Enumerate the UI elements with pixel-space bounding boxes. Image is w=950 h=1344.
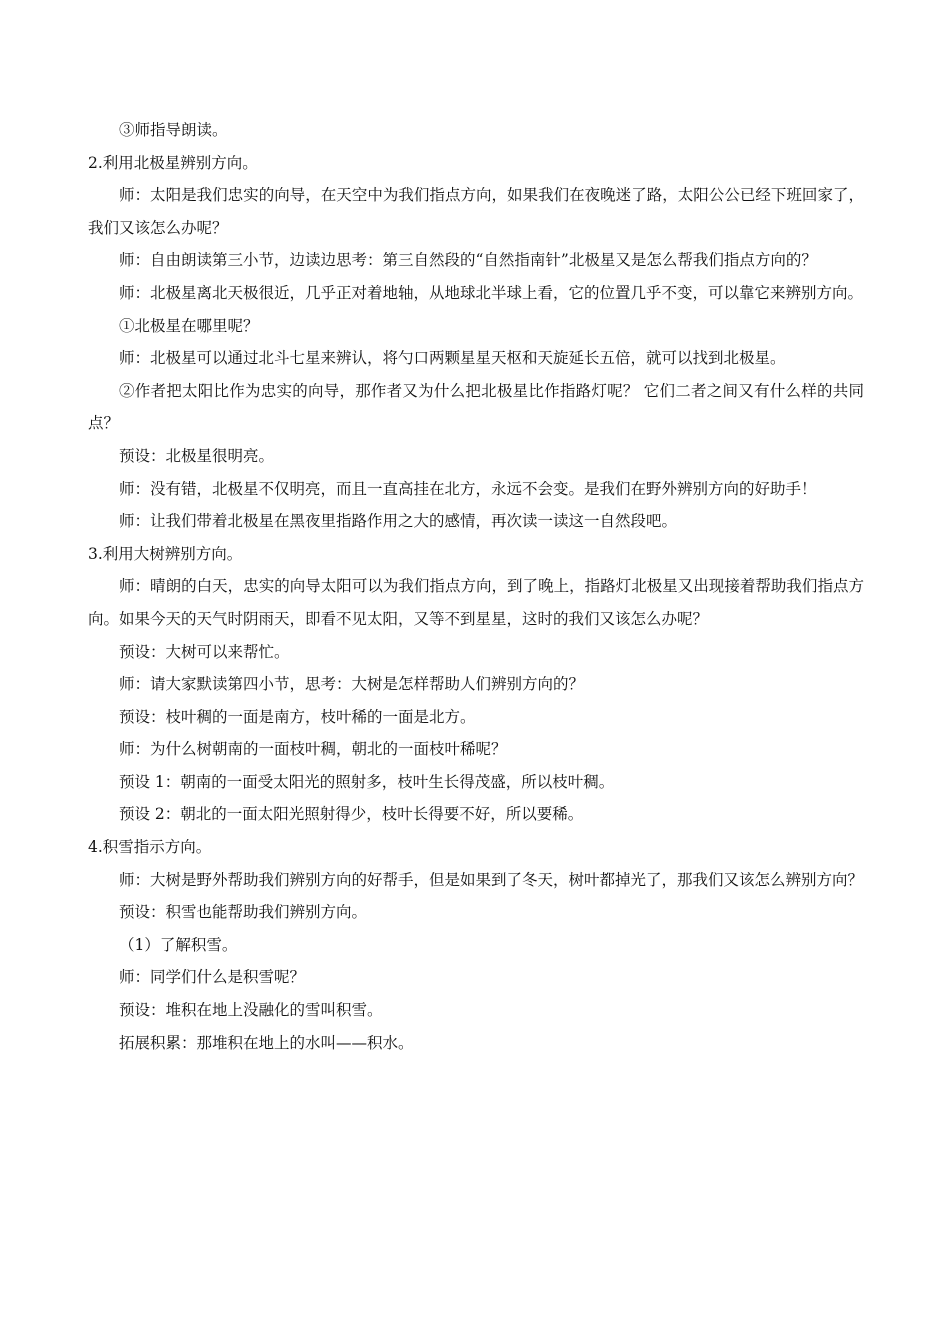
paragraph: 预设：枝叶稠的一面是南方，枝叶稀的一面是北方。 bbox=[119, 707, 476, 726]
paragraph: 师：晴朗的白天，忠实的向导太阳可以为我们指点方向，到了晚上，指路灯北极星又出现接着帮助我们指点方向。如果今天的天气时阴雨天，即看不见太阳，又等不到星星，这时的我们又该怎么办呢？ bbox=[88, 577, 864, 628]
paragraph: 师：没有错，北极星不仅明亮，而且一直高挂在北方，永远不会变。是我们在野外辨别方向的好助手！ bbox=[119, 479, 817, 498]
paragraph: 师：大树是野外帮助我们辨别方向的好帮手，但是如果到了冬天，树叶都掉光了，那我们又该怎么辨别方向？ bbox=[119, 870, 864, 889]
paragraph: 预设：北极星很明亮。 bbox=[119, 446, 275, 465]
paragraph: 师：让我们带着北极星在黑夜里指路作用之大的感情，再次读一读这一自然段吧。 bbox=[119, 512, 678, 531]
paragraph: 师：太阳是我们忠实的向导，在天空中为我们指点方向，如果我们在夜晚迷了路，太阳公公已经下班回家了，我们又该怎么办呢？ bbox=[88, 186, 864, 237]
paragraph: 师：同学们什么是积雪呢？ bbox=[119, 968, 306, 987]
paragraph: 预设 1：朝南的一面受太阳光的照射多，枝叶生长得茂盛，所以枝叶稠。 bbox=[119, 772, 615, 791]
paragraph-guided-reading: ③师指导朗读。 bbox=[119, 121, 228, 139]
paragraph: 预设：堆积在地上没融化的雪叫积雪。 bbox=[119, 1001, 383, 1020]
section-heading-tree: 3.利用大树辨别方向。 bbox=[88, 544, 243, 563]
paragraph: 师：北极星离北天极很近，几乎正对着地轴，从地球北半球上看，它的位置几乎不变，可以靠它来辨别方向。 bbox=[119, 283, 864, 302]
section-heading-snow: 4.积雪指示方向。 bbox=[88, 838, 212, 857]
subheading-snow: （1）了解积雪。 bbox=[119, 935, 238, 954]
paragraph: 师：自由朗读第三小节，边读边思考：第三自然段的“自然指南针”北极星又是怎么帮我们指点方向的？ bbox=[119, 251, 817, 270]
paragraph: 预设 2：朝北的一面太阳光照射得少，枝叶长得要不好，所以要稀。 bbox=[119, 805, 584, 824]
paragraph: 师：为什么树朝南的一面枝叶稠，朝北的一面枝叶稀呢？ bbox=[119, 740, 507, 759]
paragraph: 预设：积雪也能帮助我们辨别方向。 bbox=[119, 903, 368, 922]
paragraph: 拓展积累：那堆积在地上的水叫——积水。 bbox=[119, 1033, 414, 1052]
paragraph: 师：北极星可以通过北斗七星来辨认，将勺口两颗星星天枢和天旋延长五倍，就可以找到北极星。 bbox=[119, 349, 786, 368]
document-body bbox=[88, 114, 864, 1059]
paragraph: 师：请大家默读第四小节，思考：大树是怎样帮助人们辨别方向的？ bbox=[119, 675, 585, 694]
paragraph: 预设：大树可以来帮忙。 bbox=[119, 642, 290, 661]
paragraph: ①北极星在哪里呢？ bbox=[119, 316, 259, 335]
paragraph: ②作者把太阳比作为忠实的向导，那作者又为什么把北极星比作指路灯呢？ 它们二者之间又有什么样的共同点？ bbox=[88, 381, 864, 433]
section-heading-polaris: 2.利用北极星辨别方向。 bbox=[88, 153, 258, 172]
